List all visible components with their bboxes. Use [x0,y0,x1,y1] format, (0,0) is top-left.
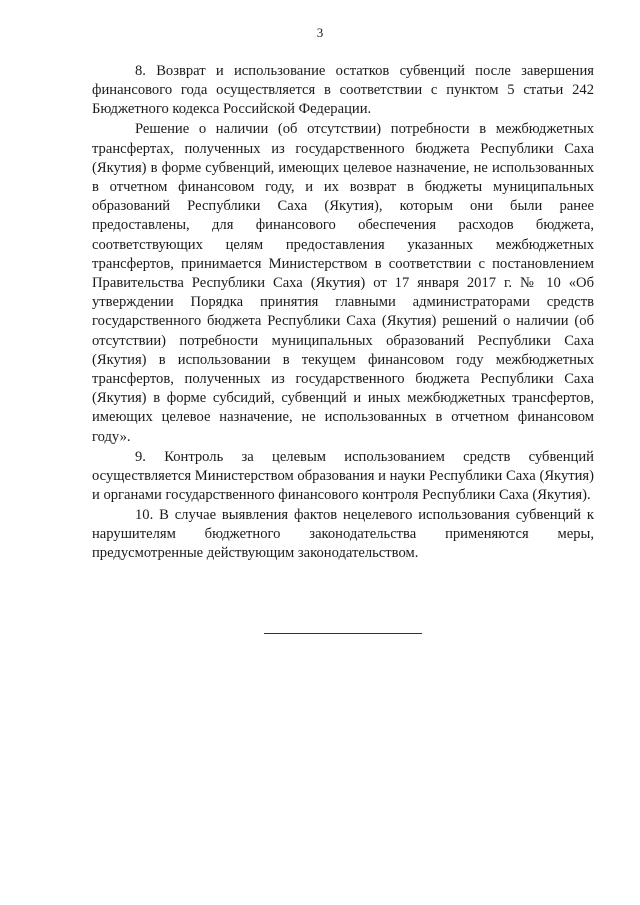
document-body [92,62,594,564]
paragraph-decision-on-transfers: Решение о наличии (об отсутствии) потребности в межбюджетных трансфертах, полученных из государственного бюджета Республики Саха (Якутия) в форме субвенций, имеющих целевое назначение, не использованных в отчетном финансовом году, и их возврат в бюджеты муниципальных образований Республики Саха (Якутия), которым они были ранее предоставлены, для финансового обеспечения расходов бюджета, соответствующих целям предоставления указанных межбюджетных трансфертов, принимается Министерством в соответствии с постановлением Правительства Республики Саха (Якутия) от 17 января 2017 г. № 10 «Об утверждении Порядка принятия главными администраторами средств государственного бюджета Республики Саха (Якутия) решений о наличии (об отсутствии) потребности муниципальных образований Республики Саха (Якутия) в использовании в текущем финансовом году межбюджетных трансфертов, полученных из государственного бюджета Республики Саха (Якутия) в форме субсидий, субвенций и иных межбюджетных трансфертов, имеющих целевое назначение, не использованных в отчетном финансовом году». [92,121,594,445]
paragraph-item-8: 8. Возврат и использование остатков субвенций после завершения финансового года осуществляется в соответствии с пунктом 5 статьи 242 Бюджетного кодекса Российской Федерации. [92,63,594,118]
page-number: 3 [316,25,324,40]
paragraph-item-9: 9. Контроль за целевым использованием средств субвенций осуществляется Министерством образования и науки Республики Саха (Якутия) и органами государственного финансового контроля Республики Саха (Якутия). [92,448,594,504]
paragraph-item-10: 10. В случае выявления фактов нецелевого использования субвенций к нарушителям бюджетного законодательства применяются меры, предусмотренные действующим законодательством. [92,507,594,562]
closing-divider-line [264,633,422,634]
